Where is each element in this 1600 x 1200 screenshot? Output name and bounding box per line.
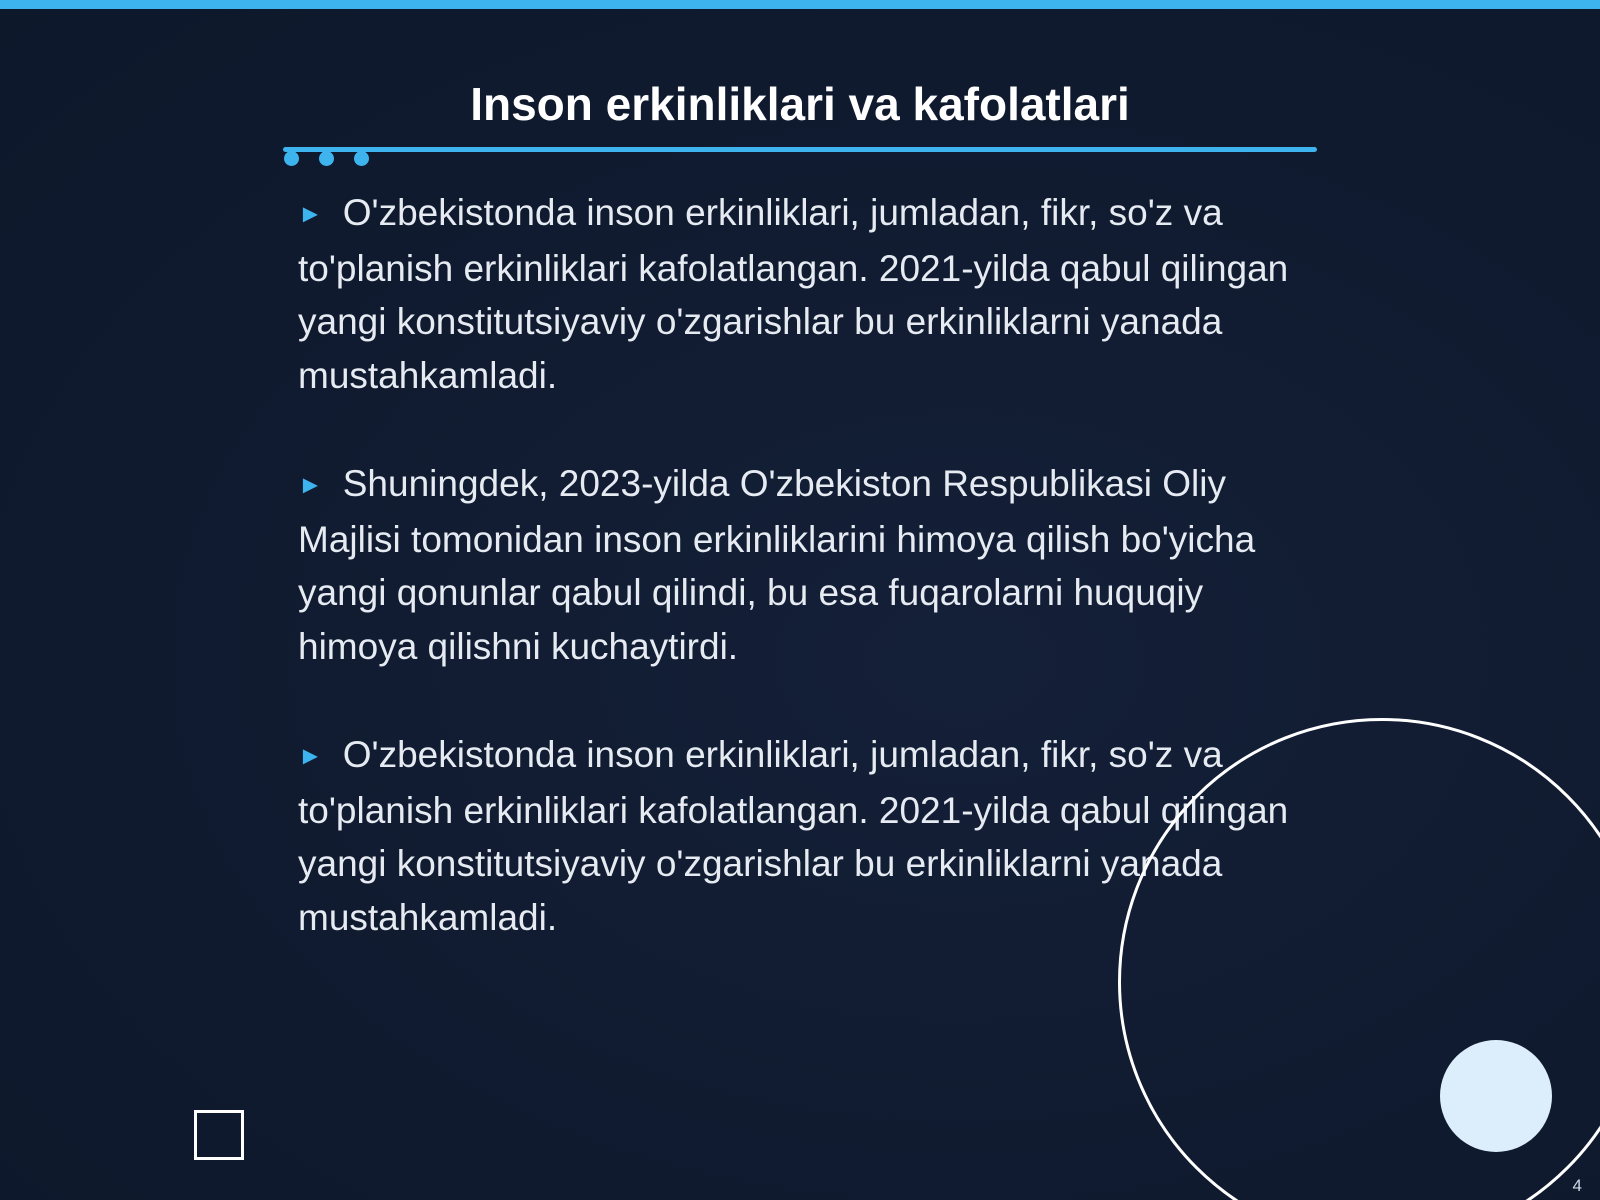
bullet-text: O'zbekistonda inson erkinliklari, jumladan, fikr, so'z va to'planish erkinliklari kafolatlangan. 2021-yilda qabul qilingan yangi konstitutsiyaviy o'zgarishlar bu erkinliklarni yanada mustahkamladi. bbox=[298, 192, 1289, 396]
square-outline-icon[interactable] bbox=[194, 1110, 244, 1160]
bullet-text: O'zbekistonda inson erkinliklari, jumladan, fikr, so'z va to'planish erkinliklari kafolatlangan. 2021-yilda qabul qilingan yangi konstitutsiyaviy o'zgarishlar bu erkinliklarni yanada mustahkamladi. bbox=[298, 734, 1289, 938]
decor-dot-1 bbox=[284, 151, 299, 166]
triangle-right-icon: ► bbox=[298, 471, 323, 499]
bullet-item bbox=[298, 457, 1308, 673]
triangle-right-icon: ► bbox=[298, 200, 323, 228]
top-accent-bar bbox=[0, 0, 1600, 9]
bullet-item bbox=[298, 186, 1308, 402]
page-number: 4 bbox=[1572, 1176, 1582, 1195]
title-underline bbox=[283, 147, 1317, 152]
triangle-right-icon: ► bbox=[298, 742, 323, 770]
bullet-text: Shuningdek, 2023-yilda O'zbekiston Respublikasi Oliy Majlisi tomonidan inson erkinliklarini himoya qilish bo'yicha yangi qonunlar qabul qilindi, bu esa fuqarolarni huquqiy himoya qilishni kuchaytirdi. bbox=[298, 463, 1256, 667]
decor-dot-2 bbox=[319, 151, 334, 166]
decor-filled-circle bbox=[1440, 1040, 1552, 1152]
slide-title: Inson erkinliklari va kafolatlari bbox=[470, 78, 1130, 130]
decor-dot-3 bbox=[354, 151, 369, 166]
